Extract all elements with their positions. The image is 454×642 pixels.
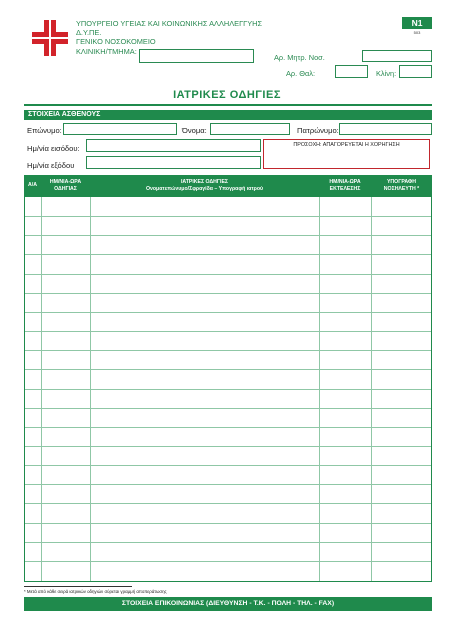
discharge-date-field[interactable] [86, 156, 261, 169]
hospital-name: ΓΕΝΙΚΟ ΝΟΣΟΚΟΜΕΙΟ [76, 37, 156, 46]
footnote: * Μετά από κάθε σειρά ιατρικών οδηγιών σύρεται γραμμή αποπεράτωσης [24, 589, 167, 594]
allergy-warning-text: ΠΡΟΣΟΧΗ: ΑΠΑΓΟΡΕΥΕΤΑΙ Η ΧΟΡΗΓΗΣΗ [293, 142, 400, 148]
surname-label: Επώνυμο: [27, 126, 62, 135]
table-row-divider [25, 274, 431, 275]
title-divider [24, 104, 432, 106]
allergy-warning-box[interactable] [263, 139, 430, 169]
father-name-label: Πατρώνυμο: [297, 126, 339, 135]
col-execution-datetime: ΗΜ/ΝΙΑ-ΩΡΑ ΕΚΤΕΛΕΣΗΣ [329, 179, 361, 192]
col-aa: Α/Α [28, 182, 37, 189]
table-row-divider [25, 331, 431, 332]
father-name-field[interactable] [339, 123, 432, 135]
table-row-divider [25, 427, 431, 428]
table-row-divider [25, 235, 431, 236]
name-field[interactable] [210, 123, 290, 135]
orders-table-body[interactable] [24, 196, 432, 582]
col-order-datetime: ΗΜ/ΝΙΑ-ΩΡΑ ΟΔΗΓΙΑΣ [49, 179, 82, 192]
table-row-divider [25, 446, 431, 447]
contact-footer: ΣΤΟΙΧΕΙΑ ΕΠΙΚΟΙΝΩΝΙΑΣ (ΔΙΕΥΘΥΝΣΗ - Τ.Κ. - ΠΟΛΗ - ΤΗΛ. - FAX) [24, 597, 432, 611]
table-row-divider [25, 216, 431, 217]
table-row-divider [25, 542, 431, 543]
room-label: Αρ. Θαλ: [286, 69, 316, 78]
table-row-divider [25, 523, 431, 524]
bed-field[interactable] [399, 65, 432, 78]
clinic-label: ΚΛΙΝΙΚΗ/ΤΜΗΜΑ: [76, 47, 137, 56]
form-code-badge: N1 [402, 17, 432, 29]
name-label: Όνομα: [182, 126, 207, 135]
ministry-name: ΥΠΟΥΡΓΕΙΟ ΥΓΕΙΑΣ ΚΑΙ ΚΟΙΝΩΝΙΚΗΣ ΑΛΛΗΛΕΓΓΥΗΣ [76, 19, 263, 28]
discharge-date-label: Ημ/νία εξόδου [27, 161, 75, 170]
col-nurse-signature: ΥΠΟΓΡΑΦΗ ΝΟΣΗΛΕΥΤΗ * [383, 179, 420, 192]
col-medical-orders: ΙΑΤΡΙΚΕΣ ΟΔΗΓΙΕΣ Ονοματεπώνυμο/Σφραγίδα – Υπογραφή ιατρού [145, 179, 264, 192]
patient-section-header: ΣΤΟΙΧΕΙΑ ΑΣΘΕΝΟΥΣ [24, 110, 432, 120]
table-row-divider [25, 389, 431, 390]
record-number-label: Αρ. Μητρ. Νοσ. [274, 53, 325, 62]
form-code-sub: 503 [413, 30, 421, 35]
table-row-divider [25, 561, 431, 562]
bed-label: Κλίνη: [376, 69, 397, 78]
room-field[interactable] [335, 65, 368, 78]
clinic-field[interactable] [139, 49, 254, 63]
red-cross-logo [30, 18, 70, 58]
table-row-divider [25, 408, 431, 409]
table-row-divider [25, 350, 431, 351]
table-row-divider [25, 369, 431, 370]
table-row-divider [25, 465, 431, 466]
dype-name: Δ.Υ.ΠΕ. [76, 28, 102, 37]
admission-date-field[interactable] [86, 139, 261, 152]
page-title: ΙΑΤΡΙΚΕΣ ΟΔΗΓΙΕΣ [173, 89, 281, 101]
table-row-divider [25, 254, 431, 255]
table-row-divider [25, 312, 431, 313]
table-row-divider [25, 484, 431, 485]
surname-field[interactable] [63, 123, 177, 135]
admission-date-label: Ημ/νία εισόδου: [27, 144, 80, 153]
footnote-rule [24, 586, 132, 587]
record-number-field[interactable] [362, 50, 432, 62]
orders-table-header [24, 175, 432, 196]
table-row-divider [25, 503, 431, 504]
table-row-divider [25, 293, 431, 294]
